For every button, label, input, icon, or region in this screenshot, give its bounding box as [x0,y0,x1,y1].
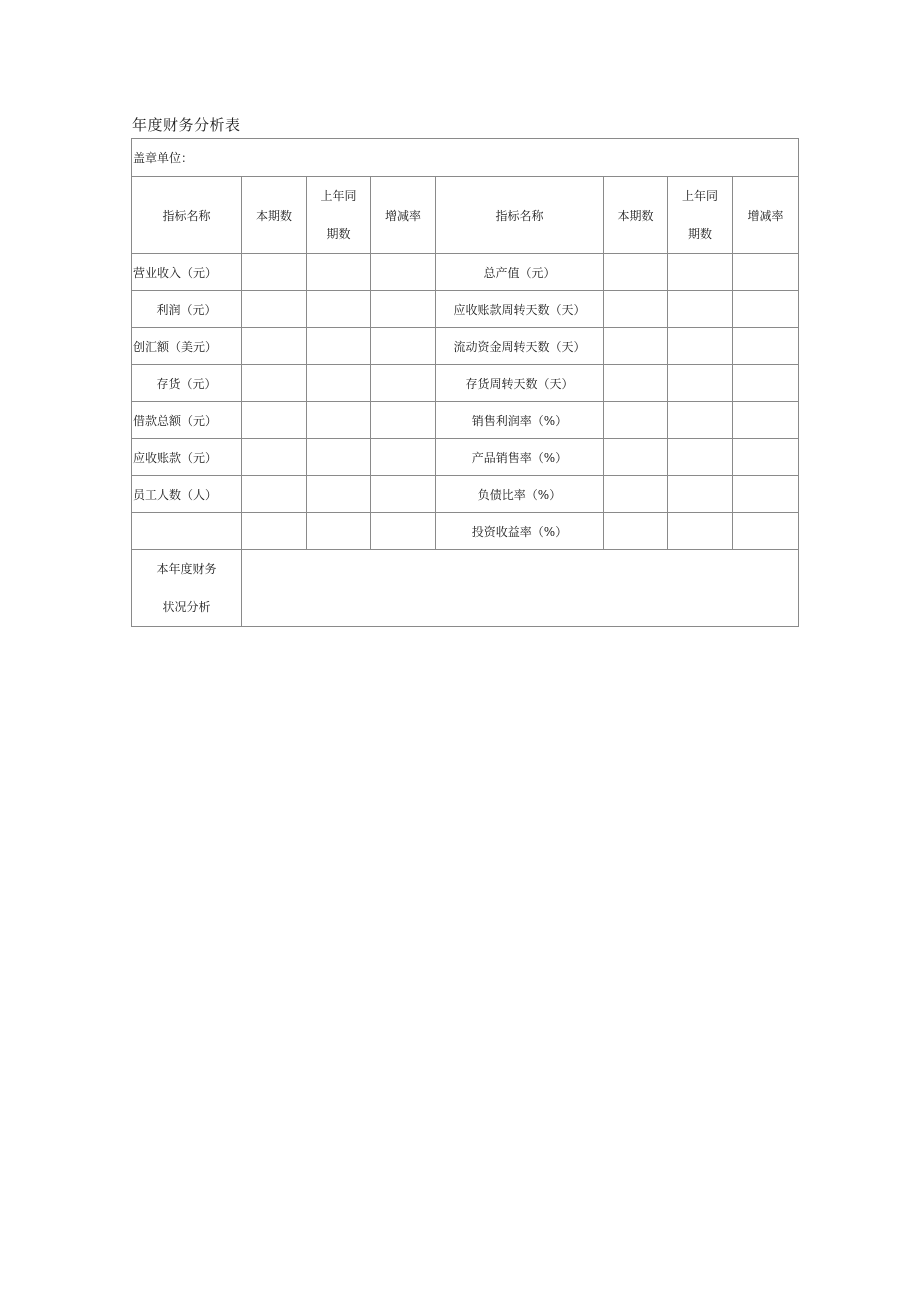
value-cell [242,254,307,291]
analysis-label-cell [132,550,242,627]
value-cell [604,439,668,476]
table-row [132,365,799,402]
value-cell [733,365,799,402]
right-indicator-name: 负债比率（%） [436,476,604,513]
table-row [132,291,799,328]
value-cell [242,291,307,328]
left-indicator-name: 利润（元） [132,291,242,328]
value-cell [668,328,733,365]
header-change-right: 增减率 [733,177,799,254]
left-indicator-name: 营业收入（元） [132,254,242,291]
value-cell [242,365,307,402]
header-change-left: 增减率 [371,177,436,254]
right-indicator-name: 销售利润率（%） [436,402,604,439]
value-cell [733,402,799,439]
value-cell [307,328,371,365]
left-indicator-name: 借款总额（元） [132,402,242,439]
value-cell [668,402,733,439]
table-row [132,513,799,550]
left-indicator-name: 应收账款（元） [132,439,242,476]
header-last-year-line1: 上年同 [681,189,718,203]
header-last-year-line2: 期数 [687,227,712,241]
header-row [132,177,799,254]
value-cell [307,291,371,328]
seal-row [132,139,799,177]
value-cell [242,402,307,439]
header-last-year-line1: 上年同 [320,189,357,203]
value-cell [242,439,307,476]
value-cell [604,291,668,328]
table-row [132,439,799,476]
right-indicator-name: 应收账款周转天数（天） [436,291,604,328]
value-cell [668,439,733,476]
value-cell [307,439,371,476]
value-cell [307,476,371,513]
value-cell [371,254,436,291]
header-last-year-line2: 期数 [326,227,351,241]
value-cell [604,402,668,439]
value-cell [604,365,668,402]
value-cell [604,328,668,365]
value-cell [733,476,799,513]
value-cell [371,513,436,550]
header-current-right: 本期数 [604,177,668,254]
document-title: 年度财务分析表 [132,116,241,134]
right-indicator-name: 投资收益率（%） [436,513,604,550]
table-row [132,328,799,365]
right-indicator-name: 产品销售率（%） [436,439,604,476]
header-last-year-left [307,177,371,254]
value-cell [733,254,799,291]
value-cell [733,439,799,476]
left-indicator-name: 创汇额（美元） [132,328,242,365]
value-cell [371,439,436,476]
value-cell [371,402,436,439]
table-row [132,476,799,513]
value-cell [371,291,436,328]
analysis-row [132,550,799,627]
left-indicator-name: 存货（元） [132,365,242,402]
value-cell [307,513,371,550]
financial-analysis-table [131,138,799,627]
value-cell [371,476,436,513]
analysis-label-line2: 状况分析 [162,600,211,614]
value-cell [307,402,371,439]
value-cell [242,513,307,550]
value-cell [371,365,436,402]
value-cell [604,476,668,513]
value-cell [307,365,371,402]
left-indicator-name: 员工人数（人） [132,476,242,513]
value-cell [733,513,799,550]
analysis-label-line1: 本年度财务 [156,562,217,576]
value-cell [604,513,668,550]
value-cell [668,476,733,513]
value-cell [733,328,799,365]
value-cell [668,254,733,291]
value-cell [733,291,799,328]
header-indicator-name-right: 指标名称 [436,177,604,254]
value-cell [668,365,733,402]
value-cell [242,476,307,513]
right-indicator-name: 总产值（元） [436,254,604,291]
value-cell [307,254,371,291]
value-cell [668,291,733,328]
value-cell [242,328,307,365]
header-last-year-right [668,177,733,254]
header-current-left: 本期数 [242,177,307,254]
seal-unit-label: 盖章单位： [132,139,799,177]
table-row [132,254,799,291]
header-indicator-name-left: 指标名称 [132,177,242,254]
table-row [132,402,799,439]
value-cell [604,254,668,291]
value-cell [371,328,436,365]
right-indicator-name: 流动资金周转天数（天） [436,328,604,365]
value-cell [668,513,733,550]
analysis-content-cell [242,550,799,627]
left-indicator-name [132,513,242,550]
right-indicator-name: 存货周转天数（天） [436,365,604,402]
